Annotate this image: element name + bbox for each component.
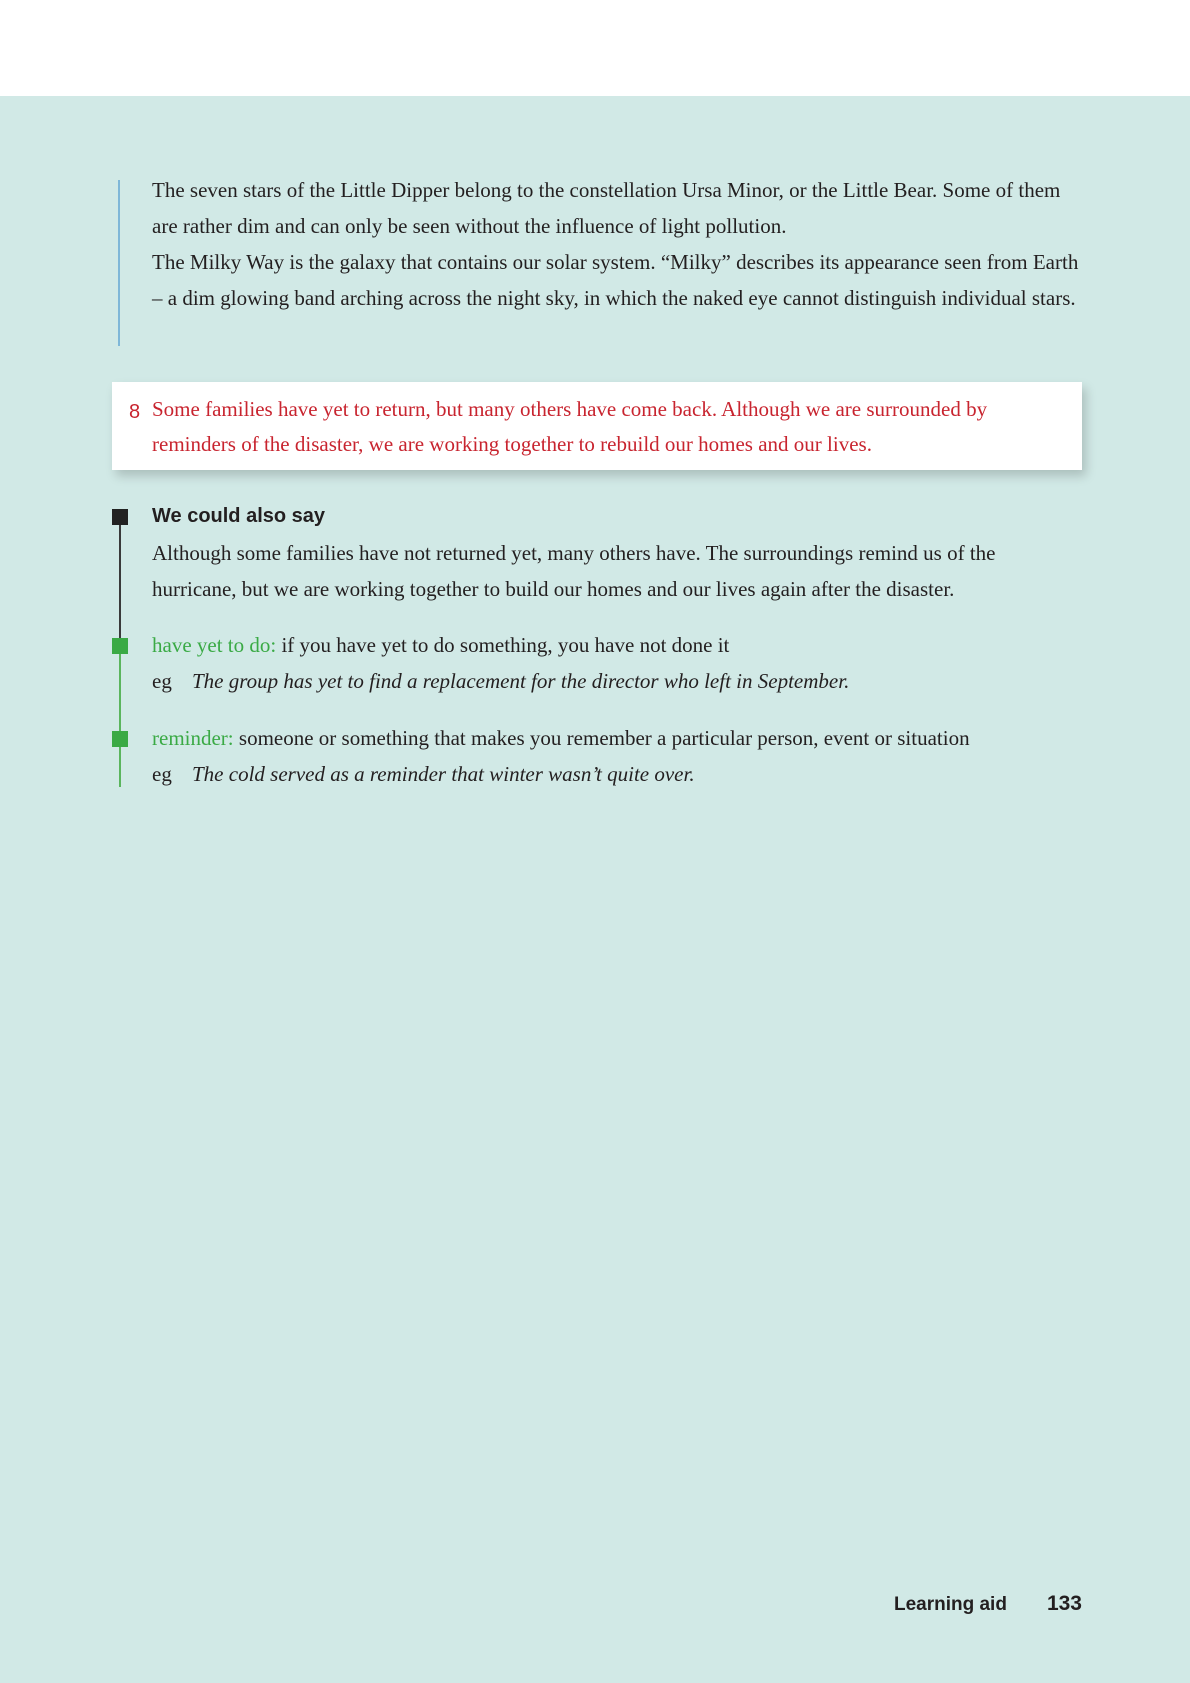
also-say-marker-icon	[112, 509, 128, 525]
page-number: 133	[1046, 1592, 1082, 1615]
vocab-example: The group has yet to find a replacement for the director who left in September.	[192, 669, 850, 693]
vocab-definition: someone or something that makes you remember a particular person, event or situation	[238, 726, 970, 750]
sentence-text: Some families have yet to return, but many others have come back. Although we are surrounded by reminders of the disaster, we are working together to rebuild our homes and our lives.	[152, 397, 988, 456]
also-say-heading: We could also say	[152, 505, 326, 527]
vocab-line	[119, 645, 121, 787]
vocab-entry	[152, 627, 1082, 699]
notes-block	[152, 172, 1084, 316]
eg-label: eg	[152, 669, 172, 693]
vocab-term: reminder:	[152, 726, 234, 750]
notes-accent-line	[118, 180, 120, 346]
also-say-text: Although some families have not returned yet, many others have. The surroundings remind us of the hurricane, but we are working together to build our homes and our lives again after the disaster.	[152, 541, 996, 601]
sentence-number: 8	[129, 401, 141, 423]
vocab-example-line	[152, 663, 1082, 699]
vocab-definition-line	[152, 627, 1082, 663]
page-footer	[860, 1592, 1082, 1616]
vocab-example: The cold served as a reminder that winter wasn’t quite over.	[192, 762, 695, 786]
footer-section-label: Learning aid	[893, 1594, 1007, 1615]
vocab-example-line	[152, 756, 1082, 792]
vocab-definition-line	[152, 720, 1082, 756]
notes-paragraph-2: The Milky Way is the galaxy that contains our solar system. “Milky” describes its appearance seen from Earth – a dim glowing band arching across the night sky, in which the naked eye cannot distinguish individual stars.	[152, 250, 1079, 310]
sentence-highlight-box	[112, 382, 1082, 470]
notes-paragraph-1: The seven stars of the Little Dipper belong to the constellation Ursa Minor, or the Little Bear. Some of them are rather dim and can only be seen without the influence of light pollution.	[152, 178, 1061, 238]
vocab-marker-icon	[112, 731, 128, 747]
vocab-marker-icon	[112, 638, 128, 654]
page-background	[0, 96, 1190, 1683]
also-say-line	[119, 525, 121, 645]
eg-label: eg	[152, 762, 172, 786]
vocab-entry	[152, 720, 1082, 792]
vocab-definition: if you have yet to do something, you have not done it	[281, 633, 730, 657]
vocab-term: have yet to do:	[152, 633, 277, 657]
